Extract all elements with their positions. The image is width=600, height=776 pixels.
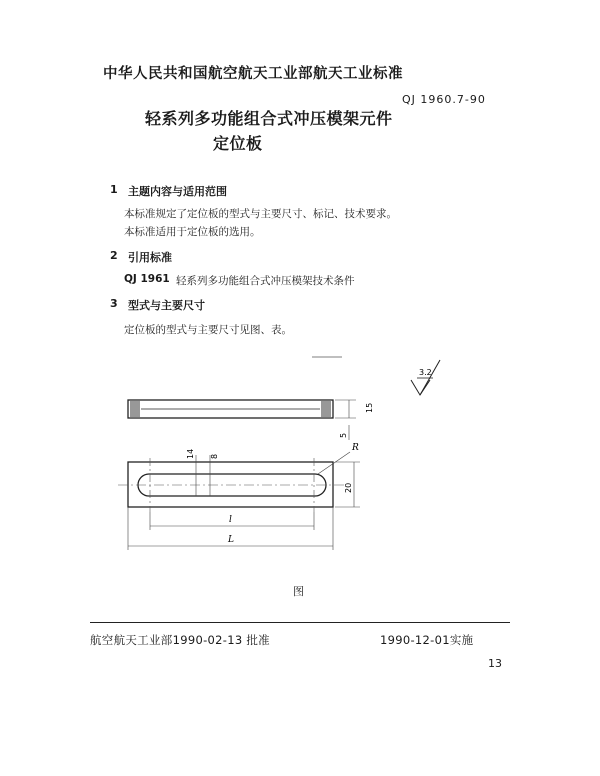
dim-offset-label: 5: [339, 432, 348, 438]
reference-standard-code: QJ 1961: [124, 273, 170, 285]
figure-caption: 图: [293, 585, 304, 598]
dim-total-length-label: L: [228, 535, 234, 545]
approval-date: 航空航天工业部1990-02-13 批准: [90, 633, 270, 647]
document-title-line1: 轻系列多功能组合式冲压模架元件: [145, 109, 393, 128]
section-2-number: 2: [110, 249, 118, 262]
section-1-paragraph-2: 本标准适用于定位板的选用。: [124, 226, 261, 238]
roughness-value: 3.2: [419, 368, 432, 377]
dim-width-label: 20: [344, 482, 353, 493]
footer-rule: [90, 622, 510, 623]
implementation-date: 1990-12-01实施: [380, 633, 474, 647]
top-view: [118, 443, 360, 550]
section-1-paragraph-1: 本标准规定了定位板的型式与主要尺寸、标记、技术要求。: [124, 208, 397, 220]
section-1-number: 1: [110, 183, 118, 196]
section-3-title: 型式与主要尺寸: [128, 299, 205, 312]
section-2-title: 引用标准: [128, 251, 172, 264]
document-title-line2: 定位板: [213, 134, 263, 153]
side-view: [128, 400, 374, 440]
page-number: 13: [488, 657, 502, 670]
standard-code: QJ 1960.7-90: [402, 93, 486, 106]
dim-height-slot-label: 8: [210, 453, 219, 459]
dim-slot-length-label: l: [229, 515, 232, 525]
reference-standard-name: 轻系列多功能组合式冲压模架技术条件: [176, 275, 355, 287]
dim-thickness-label: 15: [365, 402, 374, 413]
dim-height-outer-label: 14: [186, 448, 195, 459]
section-1-title: 主题内容与适用范围: [128, 185, 227, 198]
surface-roughness-icon: [411, 360, 440, 395]
section-3-number: 3: [110, 297, 118, 310]
section-3-paragraph-1: 定位板的型式与主要尺寸见图、表。: [124, 324, 292, 336]
dim-radius-label: R: [352, 443, 359, 453]
standard-org-header: 中华人民共和国航空航天工业部航天工业标准: [103, 66, 403, 82]
